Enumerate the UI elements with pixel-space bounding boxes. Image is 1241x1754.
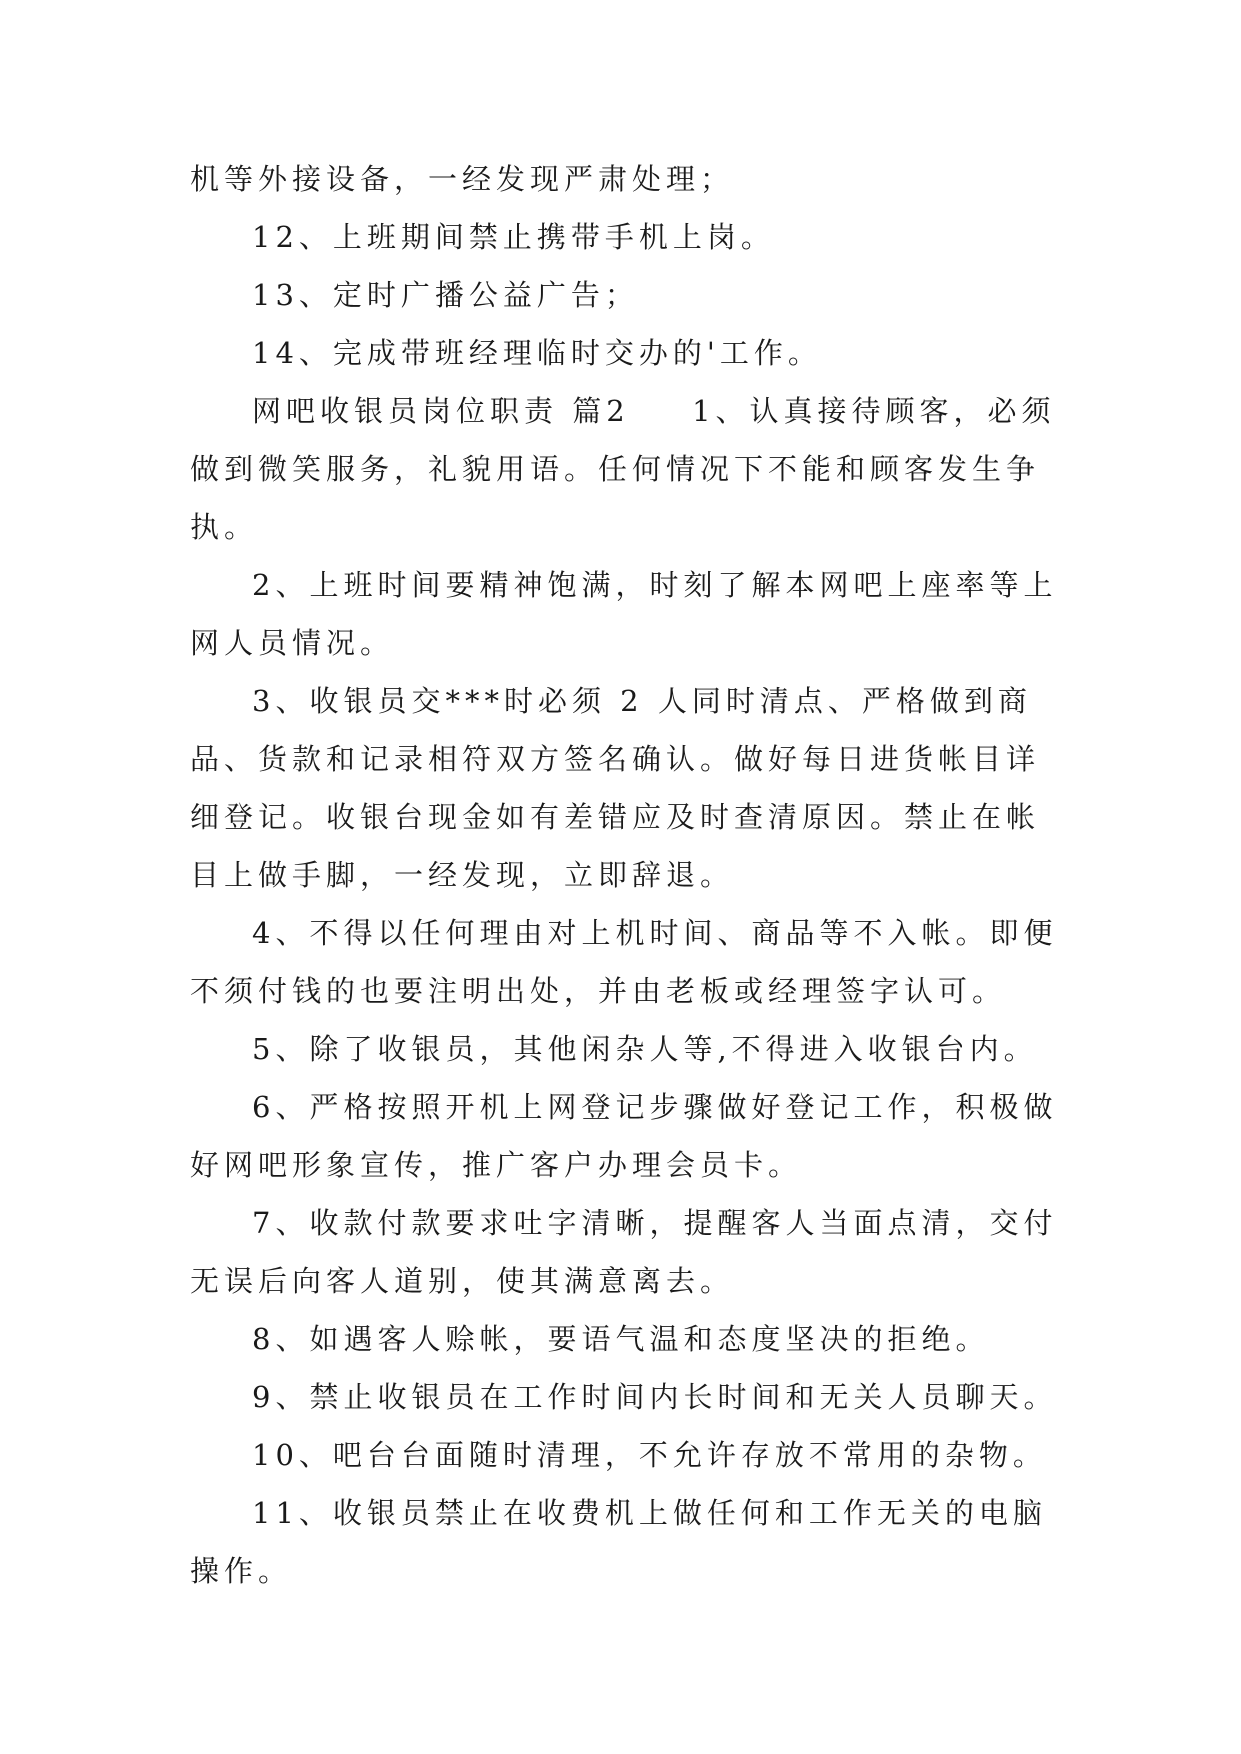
list-item-2: 2、上班时间要精神饱满，时刻了解本网吧上座率等上网人员情况。 — [190, 568, 1058, 660]
list-item-11: 11、收银员禁止在收费机上做任何和工作无关的电脑操作。 — [190, 1496, 1047, 1588]
list-item-9: 9、禁止收银员在工作时间内长时间和无关人员聊天。 — [252, 1380, 1058, 1414]
section-heading-with-item-1: 网吧收银员岗位职责 篇2 1、认真接待顾客，必须做到微笑服务，礼貌用语。任何情况下不能和顾客发生争执。 — [190, 394, 1056, 544]
list-item-14: 14、完成带班经理临时交办的'工作。 — [252, 336, 822, 370]
list-item-6: 6、严格按照开机上网登记步骤做好登记工作，积极做好网吧形象宣传，推广客户办理会员卡。 — [190, 1090, 1058, 1182]
list-item-4: 4、不得以任何理由对上机时间、商品等不入帐。即便不须付钱的也要注明出处，并由老板或经理签字认可。 — [190, 916, 1058, 1008]
list-item-13: 13、定时广播公益广告； — [252, 278, 639, 312]
list-item-5: 5、除了收银员，其他闲杂人等,不得进入收银台内。 — [252, 1032, 1038, 1066]
list-item-8: 8、如遇客人赊帐，要语气温和态度坚决的拒绝。 — [252, 1322, 990, 1356]
list-item-7: 7、收款付款要求吐字清晰，提醒客人当面点清，交付无误后向客人道别，使其满意离去。 — [190, 1206, 1058, 1298]
list-item-10: 10、吧台台面随时清理，不允许存放不常用的杂物。 — [252, 1438, 1047, 1472]
list-item-3: 3、收银员交***时必须 2 人同时清点、严格做到商品、货款和记录相符双方签名确认。做好每日进货帐目详细登记。收银台现金如有差错应及时查清原因。禁止在帐目上做手脚，一经发现，立即辞退。 — [190, 684, 1041, 892]
paragraph-continuation: 机等外接设备，一经发现严肃处理； — [190, 162, 735, 196]
list-item-12: 12、上班期间禁止携带手机上岗。 — [252, 220, 775, 254]
document-body — [190, 150, 1070, 1600]
